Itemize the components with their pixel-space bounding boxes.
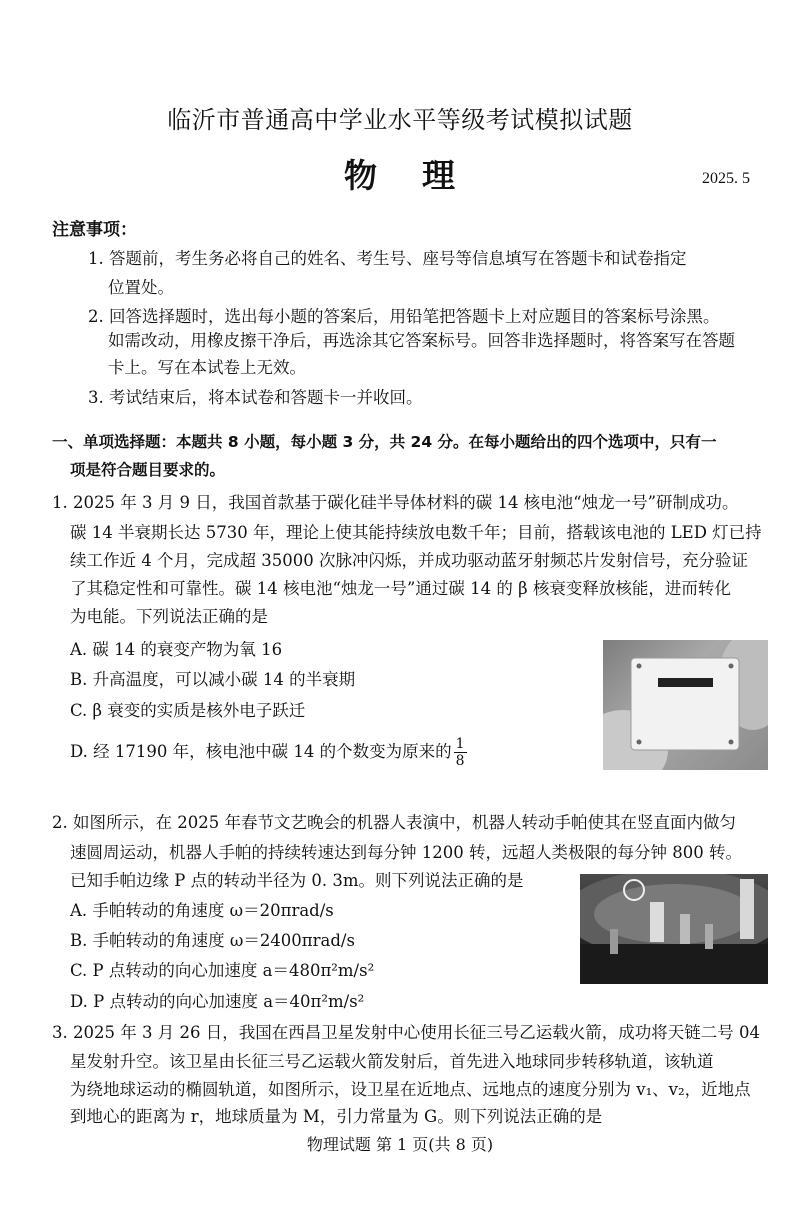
battery-photo-svg: [603, 640, 768, 770]
q3-line: 3. 2025 年 3 月 26 日，我国在西昌卫星发射中心使用长征三号乙运载火箭，成功将天链二号 04: [52, 1023, 760, 1042]
section-heading-cont: 项是符合题目要求的。: [70, 461, 226, 479]
subject-title: [0, 150, 800, 197]
q1-option-d: [70, 736, 467, 769]
note-line: 位置处。: [108, 278, 174, 297]
q2-option-a: A. 手帕转动的角速度 ω＝20πrad/s: [70, 901, 334, 920]
robot-performance-photo: [580, 874, 768, 984]
note-line: 3. 考试结束后，将本试卷和答题卡一并收回。: [88, 388, 423, 407]
fraction: [454, 736, 467, 769]
fraction-denominator: 8: [455, 753, 465, 769]
section-heading: 一、单项选择题：本题共 8 小题，每小题 3 分，共 24 分。在每小题给出的四个选项中，只有一: [52, 433, 717, 451]
subject-char-2: 理: [422, 156, 456, 195]
page-footer: 物理试题 第 1 页(共 8 页): [306, 1135, 494, 1154]
exam-title: 临沂市普通高中学业水平等级考试模拟试题: [167, 106, 633, 134]
robot-photo-svg: [580, 874, 768, 984]
q2-line: 已知手帕边缘 P 点的转动半径为 0. 3m。则下列说法正确的是: [70, 871, 524, 890]
notes-heading: 注意事项：: [52, 220, 137, 240]
fraction-numerator: 1: [455, 736, 465, 752]
q1-line: 了其稳定性和可靠性。碳 14 核电池“烛龙一号”通过碳 14 的 β 核衰变释放核能，进而转化: [70, 579, 731, 598]
q2-option-b: B. 手帕转动的角速度 ω＝2400πrad/s: [70, 931, 355, 950]
q2-option-c: C. P 点转动的向心加速度 a＝480π²m/s²: [70, 961, 375, 980]
note-line: 卡上。写在本试卷上无效。: [108, 358, 306, 377]
q2-option-d: D. P 点转动的向心加速度 a＝40π²m/s²: [70, 992, 365, 1011]
q1-option-d-text: D. 经 17190 年，核电池中碳 14 的个数变为原来的: [70, 742, 452, 761]
q2-line: 2. 如图所示，在 2025 年春节文艺晚会的机器人表演中，机器人转动手帕使其在竖直面内做匀: [52, 813, 736, 832]
battery-photo: [603, 640, 768, 770]
q1-option-c: C. β 衰变的实质是核外电子跃迁: [70, 701, 306, 720]
q3-line: 星发射升空。该卫星由长征三号乙运载火箭发射后，首先进入地球同步转移轨道，该轨道: [70, 1052, 714, 1071]
q1-line: 为电能。下列说法正确的是: [70, 607, 268, 626]
exam-date: 2025. 5: [702, 170, 750, 187]
q1-option-b: B. 升高温度，可以减小碳 14 的半衰期: [70, 670, 356, 689]
q3-line: 到地心的距离为 r，地球质量为 M，引力常量为 G。则下列说法正确的是: [70, 1107, 603, 1126]
q1-line: 1. 2025 年 3 月 9 日，我国首款基于碳化硅半导体材料的碳 14 核电池“烛龙一号”研制成功。: [52, 493, 739, 512]
subject-char-1: 物: [344, 156, 378, 195]
q1-line: 碳 14 半衰期长达 5730 年，理论上使其能持续放电数千年；目前，搭载该电池的 LED 灯已持: [70, 523, 762, 542]
q1-option-a: A. 碳 14 的衰变产物为氧 16: [70, 640, 283, 659]
q3-line: 为绕地球运动的椭圆轨道，如图所示，设卫星在近地点、远地点的速度分别为 v₁、v₂，近地点: [70, 1080, 751, 1099]
note-line: 如需改动，用橡皮擦干净后，再选涂其它答案标号。回答非选择题时，将答案写在答题: [108, 331, 735, 350]
q2-line: 速圆周运动，机器人手帕的持续转速达到每分钟 1200 转，远超人类极限的每分钟 800 转。: [70, 843, 742, 862]
q1-line: 续工作近 4 个月，完成超 35000 次脉冲闪烁，并成功驱动蓝牙射频芯片发射信号，充分验证: [70, 551, 748, 570]
note-line: 1. 答题前，考生务必将自己的姓名、考生号、座号等信息填写在答题卡和试卷指定: [88, 249, 687, 268]
note-line: 2. 回答选择题时，选出每小题的答案后，用铅笔把答题卡上对应题目的答案标号涂黑。: [88, 307, 720, 326]
